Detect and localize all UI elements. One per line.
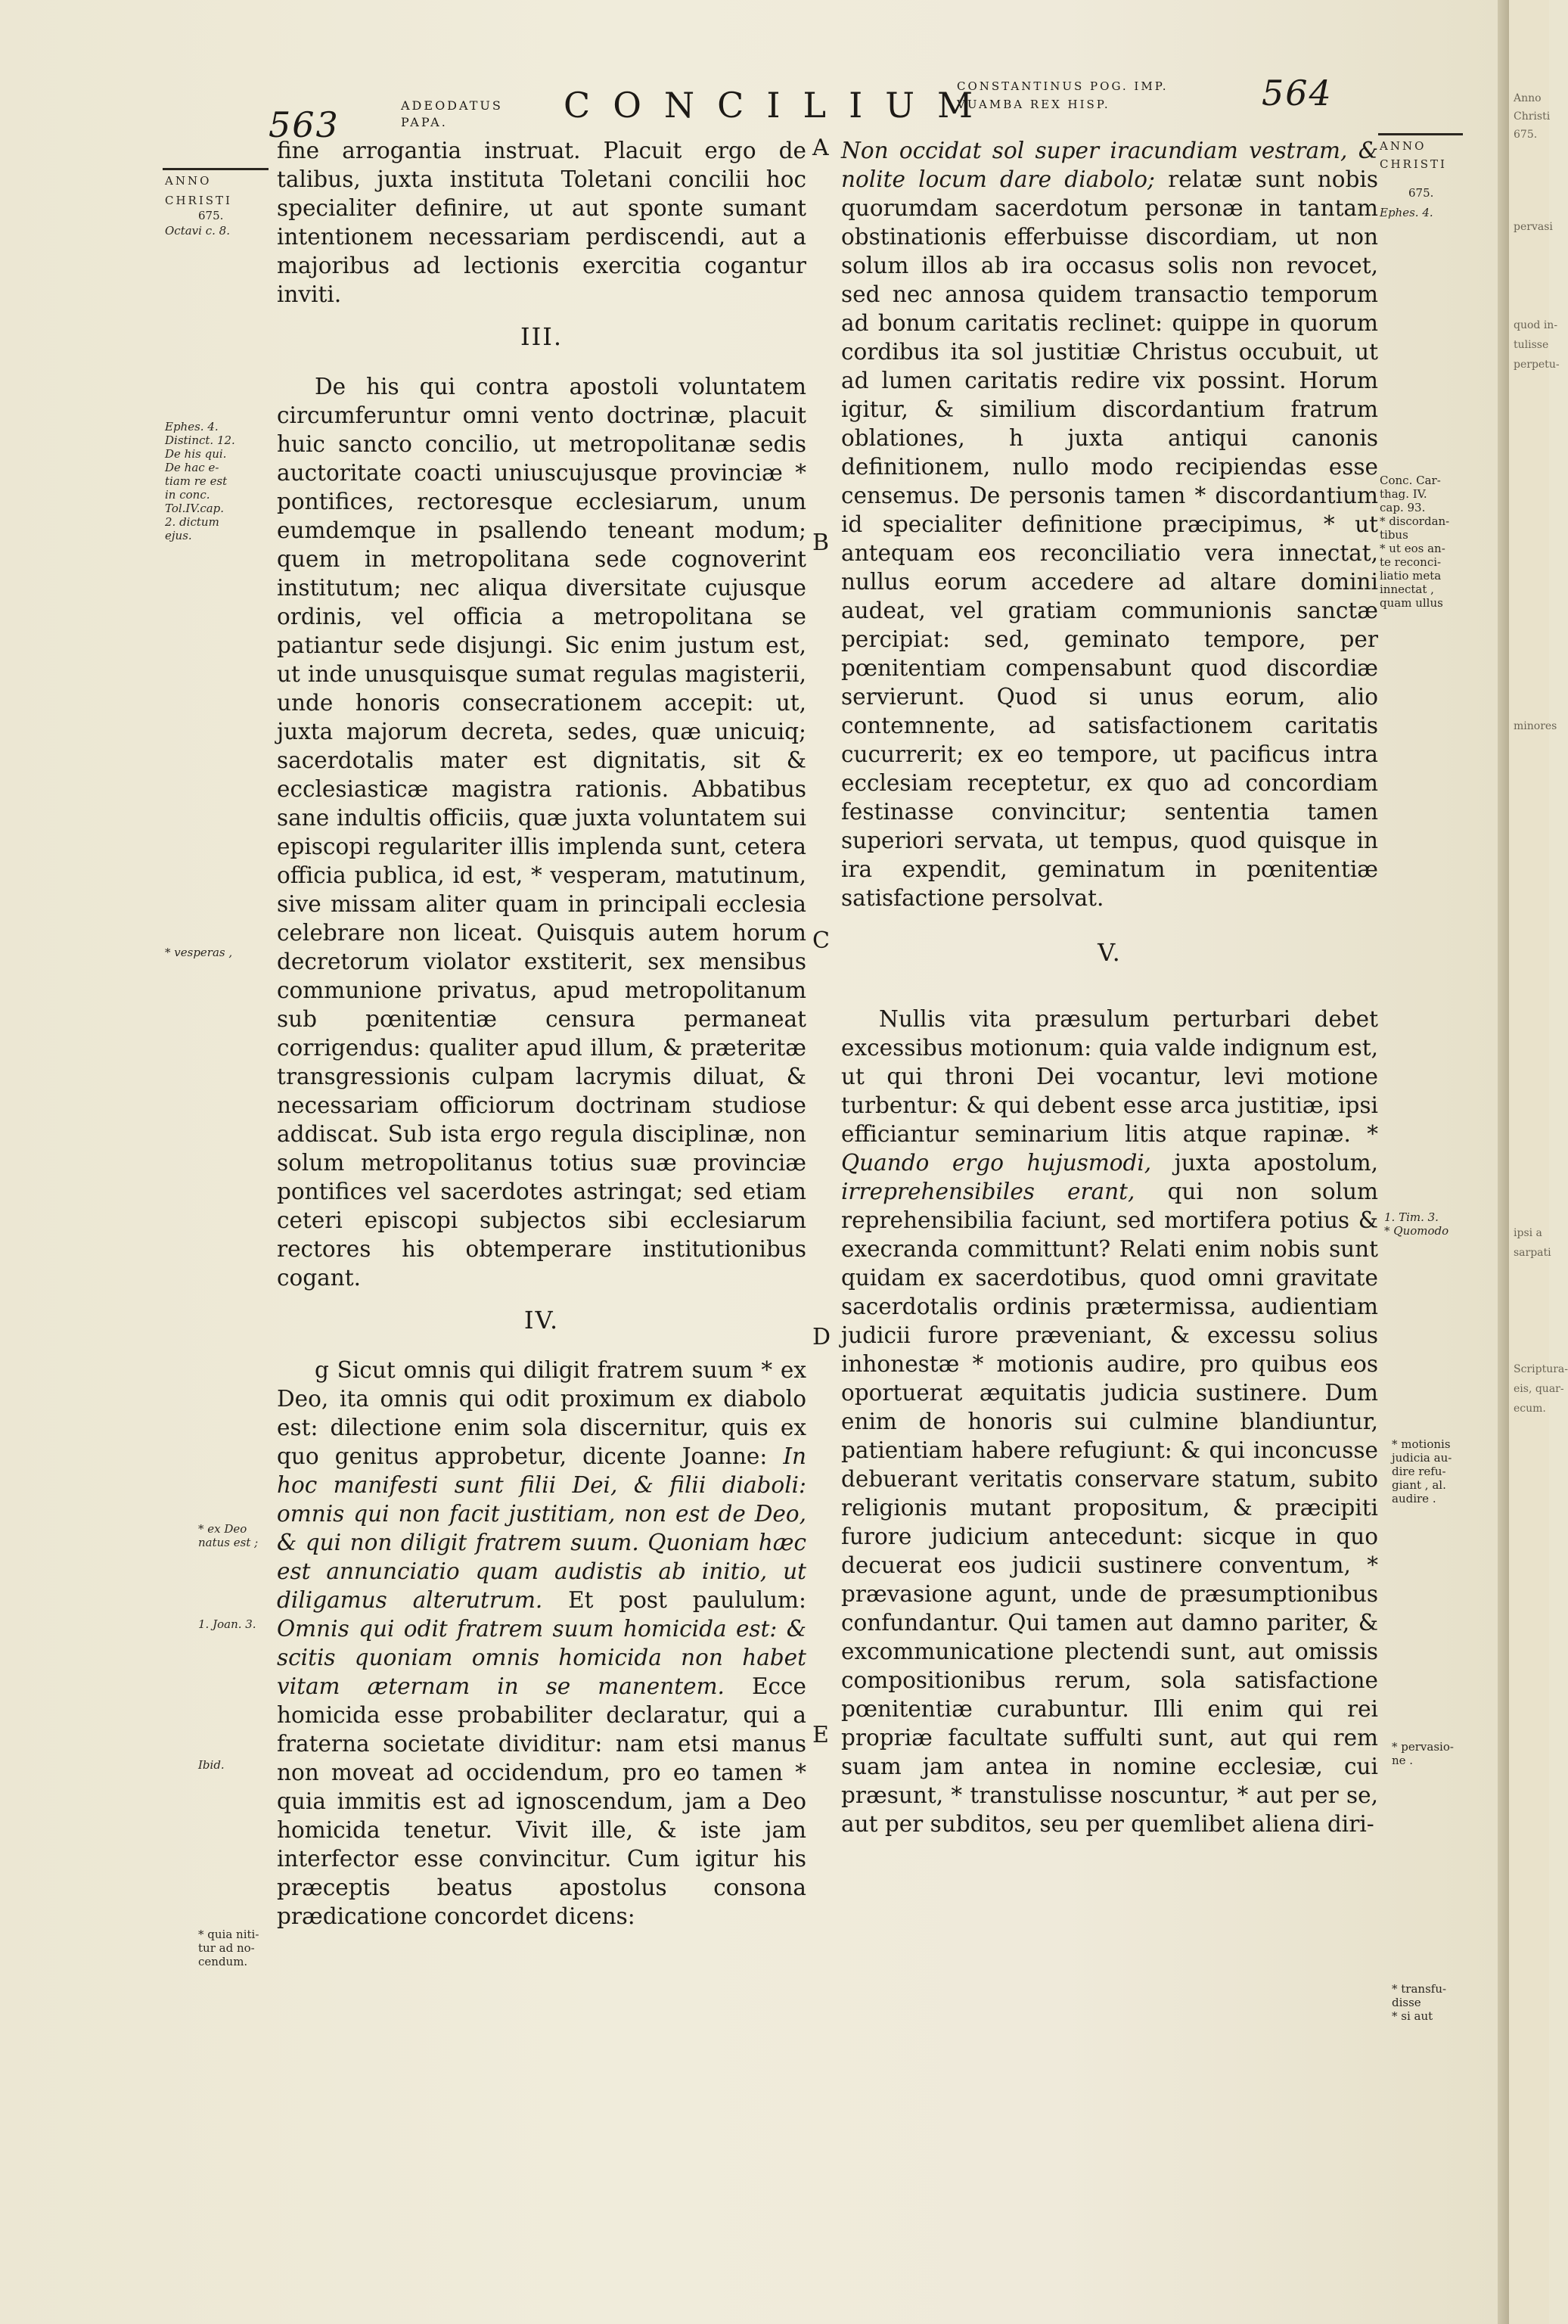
left-text-column bbox=[277, 136, 806, 1931]
right-para-1 bbox=[841, 136, 1378, 912]
margin-motionis: * motionis judicia au- dire refu- giant , al. audire . bbox=[1392, 1437, 1452, 1505]
right-running-head-top: CONSTANTINUS POG. IMP. bbox=[957, 79, 1169, 93]
margin-transfudisse: * transfu- disse * si aut bbox=[1392, 1982, 1447, 2023]
margin-rule-left bbox=[163, 168, 269, 170]
margin-christi-right: CHRISTI bbox=[1380, 157, 1447, 171]
margin-ex-deo: * ex Deo natus est ; bbox=[198, 1522, 259, 1549]
next-page-fragment: eis, quar- bbox=[1514, 1383, 1564, 1395]
next-page-fragment: ecum. bbox=[1514, 1403, 1546, 1415]
left-para-3-c: Et post paululum: bbox=[568, 1587, 806, 1613]
margin-conc-carthag: Conc. Car- thag. IV. cap. 93. * discordan- tibus * ut eos an- te reconci- liatio meta innectat , quam ullus bbox=[1380, 474, 1450, 610]
column-letter-d: D bbox=[812, 1324, 831, 1350]
margin-vesperas: * vesperas , bbox=[165, 946, 233, 959]
margin-rule-right bbox=[1378, 133, 1463, 135]
margin-ephes-left: Ephes. 4. Distinct. 12. De his qui. De hac e- tiam re est in conc. Tol.IV.cap. 2. dictum ejus. bbox=[165, 420, 235, 542]
next-page-fragment: pervasi bbox=[1514, 221, 1553, 233]
right-page-number: 564 bbox=[1262, 73, 1333, 113]
left-para-3-e: Ecce homicida esse probabiliter declaratur, qui a fraterna societate dividitur: nam etsi manus non moveat ad occidendum, pro eo tamen * quia immitis est ad ignoscendum, jam a Deo homicida tenetur. Vivit ille, & iste jam interfector esse convincitur. Cum igitur his præceptis beatus apostolus consona prædicatione concordet dicens: bbox=[277, 1673, 806, 1929]
next-page-fragment: Scriptura- bbox=[1514, 1363, 1568, 1375]
left-para-3-quote-2: Omnis qui odit fratrem suum homicida est: & scitis quoniam omnis homicida non habet vitam æternam in se manentem. bbox=[277, 1616, 806, 1699]
margin-pervasione: * pervasio- ne . bbox=[1392, 1740, 1454, 1767]
column-letter-e: E bbox=[812, 1722, 829, 1748]
next-page-fragment: 675. bbox=[1514, 129, 1538, 141]
chapter-heading-3: III. bbox=[520, 322, 564, 351]
margin-quia-nititur: * quia niti- tur ad no- cendum. bbox=[198, 1928, 259, 1968]
margin-joan: 1. Joan. 3. bbox=[198, 1617, 256, 1631]
next-page-fragment: tulisse bbox=[1514, 339, 1549, 351]
column-letter-a: A bbox=[812, 135, 829, 161]
right-para-1-quote: Non occidat sol super iracundiam vestram, & nolite locum dare diabolo; bbox=[841, 138, 1378, 192]
left-para-3-quote-1: In hoc manifesti sunt filii Dei, & filii diaboli: omnis qui non facit justitiam, non est de Deo, & qui non diligit fratrem suum. Quoniam hæc est annunciatio quam audistis ab initio, ut diligamus alterutrum. bbox=[277, 1443, 806, 1613]
margin-christi-left: CHRISTI bbox=[165, 194, 232, 207]
right-para-2-e: qui non solum reprehensibilia faciunt, sed mortifera potius & execranda committunt? Relati enim nobis sunt quidam ex sacerdotibus, quod omni gravitate sacerdotalis ordinis prætermissa, audientiam judicii furore præveniant, & excessu solius inhonestæ * motionis audire, pro quibus eos oportuerat æquitatis judicia sustinere. Dum enim de honoris sui culmine blandiuntur, patientiam habere refugiunt: & qui inconcusse debuerant veritatis conservare statum, subito religionis mutant propositum, & præcipiti furore judicium antecedunt: sicque in quo decuerat eos judicii sustinere conventum, * prævasione agunt, unde de præsumptionibus confundantur. Qui tamen aut damno pariter, & excommunicatione plectendi sunt, aut omissis compositionibus rerum, sola satisfactione pœnitentiæ curabuntur. Illi enim qui rei propriæ facultate suffulti sunt, aut qui rem suam jam antea in nomine ecclesiæ, cui præsunt, * transtulisse noscuntur, * aut per se, aut per subditos, seu per quemlibet aliena diri- bbox=[841, 1179, 1378, 1837]
margin-tim: 1. Tim. 3. * Quomodo bbox=[1384, 1210, 1449, 1238]
margin-ibid: Ibid. bbox=[198, 1758, 225, 1772]
margin-anno-left: ANNO bbox=[165, 174, 212, 188]
left-running-head-top: ADEODATUS bbox=[401, 98, 503, 113]
next-page-fragment: sarpati bbox=[1514, 1247, 1551, 1259]
right-para-2-b: * Quando ergo hujusmodi, bbox=[841, 1121, 1378, 1176]
margin-year-right: 675. bbox=[1408, 186, 1434, 200]
next-page-fragment: perpetu- bbox=[1514, 359, 1560, 371]
chapter-heading-4: IV. bbox=[523, 1306, 560, 1334]
left-para-2: De his qui contra apostoli voluntatem circumferuntur omni vento doctrinæ, placuit huic sancto concilio, ut metropolitanæ sedis auctoritate coacti uniuscujusque provinciæ * pontifices, rectoresque ecclesiarum, unum eumdemque in psallendo teneant modum; quem in metropolitana sede cognoverint institutum; nec aliqua diversitate cujusque ordinis, vel officia a metropolitana se patiantur sede disjungi. Sic enim justum est, ut inde unusquisque sumat regulas magisterii, unde honoris consecrationem accepit: ut, juxta majorum decreta, sedes, quæ unicuiq; sacerdotalis mater est dignitatis, sit & ecclesiasticæ magistra rationis. Abbatibus sane indultis officiis, quæ juxta voluntatem sui episcopi regulariter illis implenda sunt, cetera officia publica, id est, * vesperam, matutinum, sive missam aliter quam in principali ecclesia celebrare non liceat. Quisquis autem horum decretorum violator exstiterit, sex mensibus communione privatus, apud metropolitanum sub pœnitentiæ censura permaneat corrigendus: qualiter apud illum, & præteritæ transgressionis culpam lacrymis diluat, & necessariam officiorum doctrinam studiose addiscat. Sub ista ergo regula disciplinæ, non solum metropolitanus totius suæ provinciæ pontifices vel sacerdotes astringat; sed etiam ceteri episcopi subjectos sibi ecclesiarum rectores his obtemperare institutionibus cogant. bbox=[277, 374, 806, 1291]
margin-ephes-right: Ephes. 4. bbox=[1380, 206, 1433, 219]
margin-year-left: 675. bbox=[198, 209, 224, 222]
left-para-1: fine arrogantia instruat. Placuit ergo de talibus, juxta instituta Toletani concilii hoc specialiter definire, ut aut sponte sumant intentionem necessariam perdiscendi, aut a majoribus ad lectionis exercitia cogantur inviti. bbox=[277, 138, 806, 307]
next-page-fragment: ipsi a bbox=[1514, 1227, 1542, 1239]
right-running-head-bottom: VUAMBA REX HISP. bbox=[957, 98, 1110, 111]
next-page-fragment: minores bbox=[1514, 720, 1557, 732]
right-para-1-body: relatæ sunt nobis quorumdam sacerdotum personæ in tantam obstinationis efferbuisse discordiam, ut non solum illos ab ira occasus solis non revocet, sed nec annosa quidem transactio temporum ad bonum caritatis reclinet: quippe in quorum cordibus ita sol justitiæ Christus occubuit, ut ad lumen caritatis redire vix possint. Horum igitur, & similium discordantium fratrum oblationes, h juxta antiqui canonis definitionem, nullo modo recipiendas esse censemus. De personis tamen * discordantium id specialiter definitione præcipimus, * ut antequam eos reconciliatio vera innectat, nullus eorum accedere ad altare domini audeat, vel gratiam communionis sanctæ percipiat: sed, geminato tempore, per pœnitentiam compensabunt quod discordiæ servierunt. Quod si unus eorum, alio contemnente, ad satisfactionem caritatis cucurrerit; ex eo tempore, ut pacificus intra ecclesiam receptetur, ex quo ad concordiam festinasse convincitur; sententia tamen superiori servata, ut tempus, quod quisque in ira expendit, geminatum in pœnitentiæ satisfactione persolvat. bbox=[841, 166, 1378, 911]
right-para-2-c: juxta apostolum, bbox=[1174, 1150, 1379, 1176]
column-letter-c: C bbox=[812, 927, 830, 954]
margin-octavi: Octavi c. 8. bbox=[165, 224, 230, 238]
running-title: CONCILIUM bbox=[564, 85, 996, 126]
adjacent-page-edge bbox=[1509, 0, 1568, 2324]
next-page-fragment: Anno bbox=[1514, 92, 1542, 104]
right-para-2-a: Nullis vita præsulum perturbari debet excessibus motionum: quia valde indignum est, ut qui throni Dei vocantur, levi motione turbentur: & qui debent esse arca justitiæ, ipsi efficiantur seminarium litis atque rapinæ. bbox=[841, 1006, 1378, 1147]
column-letter-b: B bbox=[812, 530, 830, 556]
right-text-column bbox=[841, 136, 1378, 1838]
left-para-3 bbox=[277, 1356, 806, 1931]
next-page-fragment: Christi bbox=[1514, 110, 1551, 123]
margin-anno-right: ANNO bbox=[1380, 139, 1427, 153]
right-para-2-d: irreprehensibiles erant, bbox=[841, 1179, 1135, 1204]
left-page-number: 563 bbox=[269, 104, 340, 145]
left-running-head-bottom: PAPA. bbox=[401, 115, 448, 129]
left-para-3-a: g Sicut omnis qui diligit fratrem suum * ex Deo, ita omnis qui odit proximum ex diabolo est: dilectione enim sola discernitur, quis ex quo genitus approbetur, dicente Joanne: bbox=[277, 1357, 806, 1469]
chapter-heading-5: V. bbox=[1098, 938, 1122, 967]
next-page-fragment: quod in- bbox=[1514, 319, 1558, 331]
right-para-2 bbox=[841, 1005, 1378, 1838]
